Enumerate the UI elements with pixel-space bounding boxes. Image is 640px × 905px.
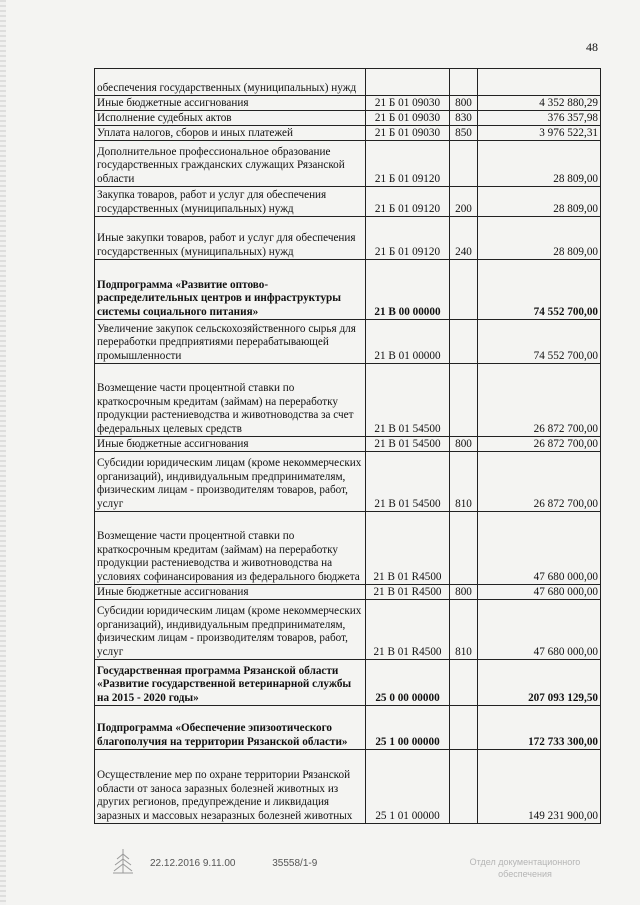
table-row — [95, 585, 601, 600]
row-vr: 830 — [450, 111, 478, 126]
table-row — [95, 260, 601, 320]
row-amount — [478, 69, 601, 96]
row-name: Иные закупки товаров, работ и услуг для обеспечения государственных (муниципальных) нужд — [95, 217, 366, 260]
footer-timestamp: 22.12.2016 9.11.00 — [150, 858, 236, 869]
row-amount: 74 552 700,00 — [478, 320, 601, 364]
row-name: Иные бюджетные ассигнования — [95, 96, 366, 111]
row-amount: 376 357,98 — [478, 111, 601, 126]
row-name: Закупка товаров, работ и услуг для обеспечения государственных (муниципальных) нужд — [95, 187, 366, 217]
table-row — [95, 512, 601, 585]
row-vr: 800 — [450, 437, 478, 452]
row-code: 25 1 00 00000 — [366, 706, 450, 750]
budget-table — [94, 68, 601, 824]
row-name: Подпрограмма «Развитие оптово-распределительных центров и инфраструктуры системы социального питания» — [95, 260, 366, 320]
table-row — [95, 600, 601, 660]
row-name: Субсидии юридическим лицам (кроме некоммерческих организаций), индивидуальным предпринимателям, физическим лицам - производителям товаров, работ, услуг — [95, 452, 366, 512]
page-number: 48 — [586, 40, 598, 54]
scan-edge — [0, 0, 6, 905]
row-name: Иные бюджетные ассигнования — [95, 585, 366, 600]
row-amount: 172 733 300,00 — [478, 706, 601, 750]
row-name: Возмещение части процентной ставки по краткосрочным кредитам (займам) на переработку продукции растениеводства и животноводства на условиях софинансирования из федерального бюджета — [95, 512, 366, 585]
row-amount: 28 809,00 — [478, 187, 601, 217]
row-vr — [450, 69, 478, 96]
row-amount: 47 680 000,00 — [478, 585, 601, 600]
row-code: 21 В 01 R4500 — [366, 585, 450, 600]
row-vr — [450, 750, 478, 824]
row-amount: 149 231 900,00 — [478, 750, 601, 824]
row-vr — [450, 512, 478, 585]
row-code: 25 0 00 00000 — [366, 660, 450, 706]
row-name: Субсидии юридическим лицам (кроме некоммерческих организаций), индивидуальным предпринимателям, физическим лицам - производителям товаров, работ, услуг — [95, 600, 366, 660]
budget-table-body — [95, 69, 601, 824]
row-name: Осуществление мер по охране территории Рязанской области от заноса заразных болезней животных из других регионов, предупреждение и ликвидация заразных и массовых незаразных болезней животных — [95, 750, 366, 824]
table-row — [95, 660, 601, 706]
row-code: 21 Б 01 09120 — [366, 187, 450, 217]
row-vr — [450, 260, 478, 320]
table-row — [95, 187, 601, 217]
row-amount: 47 680 000,00 — [478, 600, 601, 660]
row-vr — [450, 141, 478, 187]
row-vr — [450, 364, 478, 437]
row-amount: 26 872 700,00 — [478, 364, 601, 437]
row-name: Иные бюджетные ассигнования — [95, 437, 366, 452]
row-code: 21 Б 01 09120 — [366, 217, 450, 260]
table-row — [95, 111, 601, 126]
row-code: 21 В 01 R4500 — [366, 600, 450, 660]
row-vr: 800 — [450, 96, 478, 111]
row-vr: 200 — [450, 187, 478, 217]
row-name: Дополнительное профессиональное образование государственных гражданских служащих Рязанской области — [95, 141, 366, 187]
row-amount: 207 093 129,50 — [478, 660, 601, 706]
row-amount: 28 809,00 — [478, 217, 601, 260]
footer-doc-id: 35558/1-9 — [272, 858, 318, 869]
tree-emblem-icon — [108, 846, 138, 876]
row-vr — [450, 706, 478, 750]
row-name: Уплата налогов, сборов и иных платежей — [95, 126, 366, 141]
row-code: 21 В 01 00000 — [366, 320, 450, 364]
table-row — [95, 69, 601, 96]
row-name: обеспечения государственных (муниципальных) нужд — [95, 69, 366, 96]
table-row — [95, 706, 601, 750]
row-vr — [450, 660, 478, 706]
row-amount: 26 872 700,00 — [478, 437, 601, 452]
row-name: Подпрограмма «Обеспечение эпизоотического благополучия на территории Рязанской области» — [95, 706, 366, 750]
row-code: 21 Б 01 09120 — [366, 141, 450, 187]
row-amount: 26 872 700,00 — [478, 452, 601, 512]
row-name: Государственная программа Рязанской области «Развитие государственной ветеринарной службы на 2015 - 2020 годы» — [95, 660, 366, 706]
table-row — [95, 750, 601, 824]
row-amount: 28 809,00 — [478, 141, 601, 187]
table-row — [95, 437, 601, 452]
table-row — [95, 320, 601, 364]
table-row — [95, 364, 601, 437]
row-amount: 74 552 700,00 — [478, 260, 601, 320]
table-row — [95, 141, 601, 187]
watermark: Отдел документационного обеспечения — [469, 857, 581, 879]
row-code: 21 В 00 00000 — [366, 260, 450, 320]
row-vr: 810 — [450, 600, 478, 660]
row-vr: 240 — [450, 217, 478, 260]
row-name: Увеличение закупок сельскохозяйственного сырья для переработки предприятиями перерабатывающей промышленности — [95, 320, 366, 364]
row-amount: 4 352 880,29 — [478, 96, 601, 111]
row-vr: 850 — [450, 126, 478, 141]
row-code: 21 В 01 54500 — [366, 364, 450, 437]
row-code: 21 В 01 54500 — [366, 452, 450, 512]
row-amount: 3 976 522,31 — [478, 126, 601, 141]
table-row — [95, 217, 601, 260]
table-row — [95, 96, 601, 111]
row-code — [366, 69, 450, 96]
row-code: 21 Б 01 09030 — [366, 111, 450, 126]
row-vr: 810 — [450, 452, 478, 512]
row-code: 25 1 01 00000 — [366, 750, 450, 824]
row-code: 21 Б 01 09030 — [366, 96, 450, 111]
row-code: 21 В 01 R4500 — [366, 512, 450, 585]
row-vr — [450, 320, 478, 364]
row-code: 21 В 01 54500 — [366, 437, 450, 452]
row-amount: 47 680 000,00 — [478, 512, 601, 585]
row-name: Исполнение судебных актов — [95, 111, 366, 126]
footer — [150, 858, 351, 869]
table-row — [95, 126, 601, 141]
row-name: Возмещение части процентной ставки по краткосрочным кредитам (займам) на переработку продукции растениеводства и животноводства за счет федеральных целевых средств — [95, 364, 366, 437]
row-code: 21 Б 01 09030 — [366, 126, 450, 141]
row-vr: 800 — [450, 585, 478, 600]
table-row — [95, 452, 601, 512]
